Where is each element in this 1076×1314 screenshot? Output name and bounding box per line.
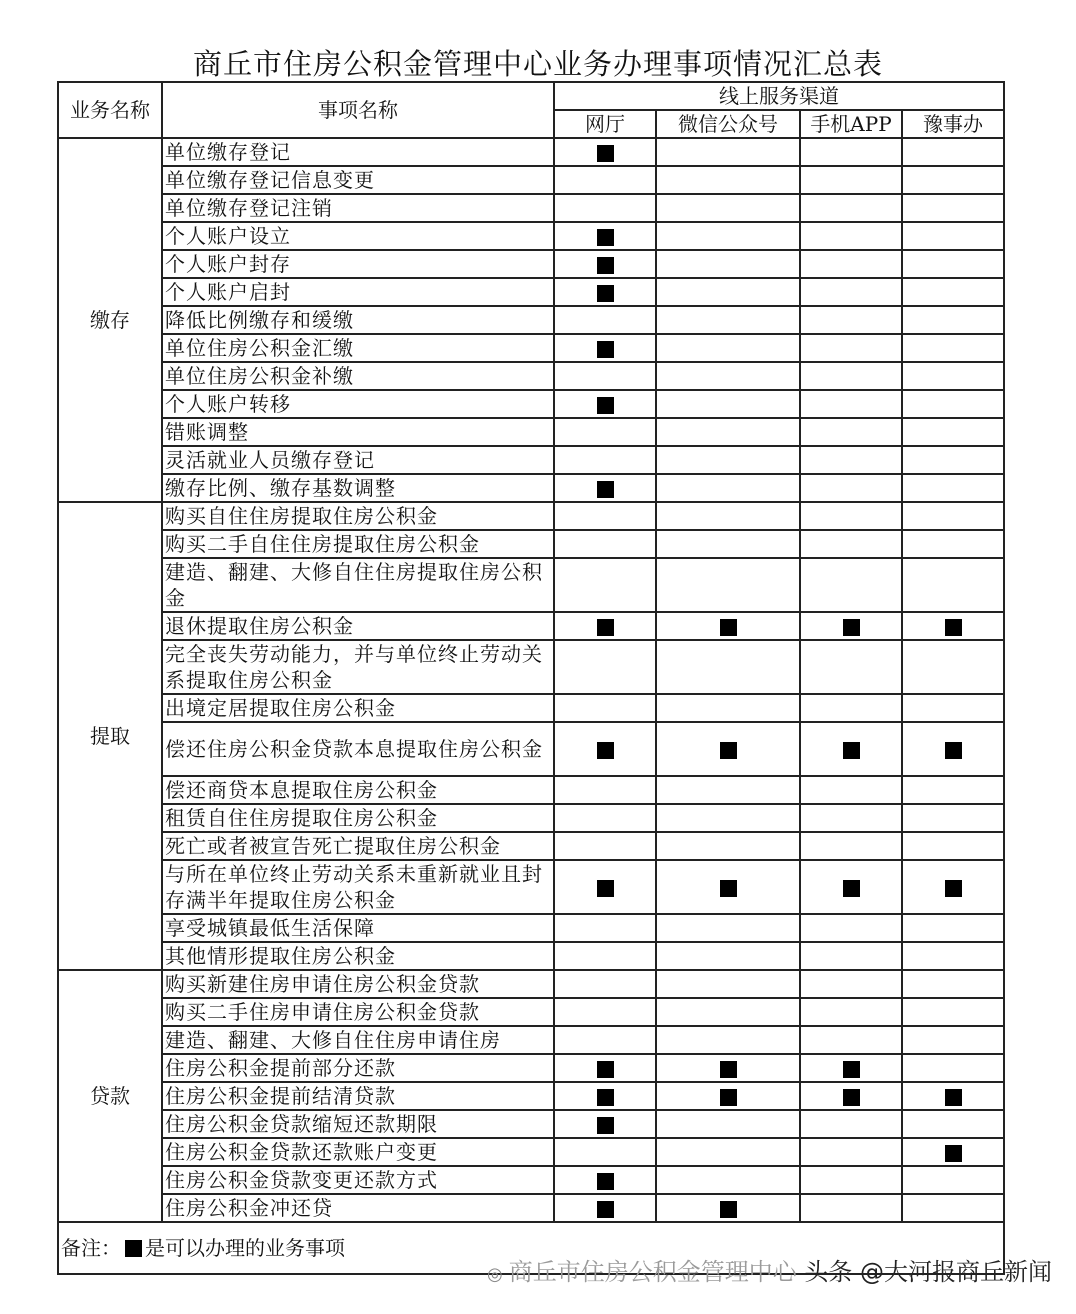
- table-row: [58, 362, 1004, 390]
- channel-cell: [800, 914, 902, 942]
- available-square-icon: [597, 1061, 614, 1078]
- watermark-source: 商丘市住房公积金管理中心: [508, 1258, 797, 1286]
- channel-cell: [800, 832, 902, 860]
- channel-cell: [656, 832, 800, 860]
- item-name-cell: 单位住房公积金补缴: [162, 362, 554, 390]
- channel-cell: [656, 1110, 800, 1138]
- channel-cell: [902, 832, 1004, 860]
- channel-cell: [902, 1082, 1004, 1110]
- available-square-icon: [843, 742, 860, 759]
- channel-cell: [902, 362, 1004, 390]
- channel-cell: [902, 804, 1004, 832]
- available-square-icon: [843, 880, 860, 897]
- channel-cell: [902, 1054, 1004, 1082]
- item-name-cell: 住房公积金贷款缩短还款期限: [162, 1110, 554, 1138]
- available-square-icon: [597, 145, 614, 162]
- channel-cell: [902, 306, 1004, 334]
- channel-cell: [554, 860, 656, 914]
- channel-cell: [656, 138, 800, 166]
- channel-cell: [656, 334, 800, 362]
- available-square-icon: [597, 1201, 614, 1218]
- table-row: [58, 1166, 1004, 1194]
- channel-cell: [902, 446, 1004, 474]
- available-square-icon: [945, 880, 962, 897]
- channel-cell: [902, 278, 1004, 306]
- header-business-name: 业务名称: [58, 82, 162, 138]
- channel-cell: [656, 612, 800, 640]
- table-row: [58, 694, 1004, 722]
- table-row: [58, 776, 1004, 804]
- channel-cell: [902, 914, 1004, 942]
- item-name-cell: 偿还商贷本息提取住房公积金: [162, 776, 554, 804]
- channel-cell: [656, 1082, 800, 1110]
- channel-cell: [554, 222, 656, 250]
- header-channel-yushiban: 豫事办: [902, 110, 1004, 138]
- item-name-cell: 住房公积金提前部分还款: [162, 1054, 554, 1082]
- channel-cell: [656, 278, 800, 306]
- channel-cell: [554, 1166, 656, 1194]
- table-row: [58, 1194, 1004, 1222]
- channel-cell: [902, 390, 1004, 418]
- channel-cell: [656, 776, 800, 804]
- channel-cell: [800, 942, 902, 970]
- channel-cell: [800, 194, 902, 222]
- available-square-icon: [597, 229, 614, 246]
- channel-cell: [656, 558, 800, 612]
- item-name-cell: 购买自住住房提取住房公积金: [162, 502, 554, 530]
- available-square-icon: [597, 341, 614, 358]
- item-name-cell: 住房公积金贷款还款账户变更: [162, 1138, 554, 1166]
- item-name-cell: 购买新建住房申请住房公积金贷款: [162, 970, 554, 998]
- channel-cell: [656, 640, 800, 694]
- channel-cell: [656, 1054, 800, 1082]
- item-name-cell: 住房公积金贷款变更还款方式: [162, 1166, 554, 1194]
- channel-cell: [902, 138, 1004, 166]
- available-square-icon: [720, 880, 737, 897]
- channel-cell: [656, 166, 800, 194]
- channel-cell: [800, 998, 902, 1026]
- channel-cell: [902, 474, 1004, 502]
- channel-cell: [800, 530, 902, 558]
- header-channel-web: 网厅: [554, 110, 656, 138]
- channel-cell: [902, 722, 1004, 776]
- channel-cell: [902, 970, 1004, 998]
- channel-cell: [800, 222, 902, 250]
- channel-cell: [800, 1082, 902, 1110]
- channel-cell: [554, 250, 656, 278]
- channel-cell: [800, 1166, 902, 1194]
- channel-cell: [902, 222, 1004, 250]
- channel-cell: [554, 722, 656, 776]
- channel-cell: [656, 250, 800, 278]
- table-row: [58, 860, 1004, 914]
- channel-cell: [656, 942, 800, 970]
- channel-cell: [554, 640, 656, 694]
- item-name-cell: 住房公积金提前结清贷款: [162, 1082, 554, 1110]
- item-name-cell: 个人账户启封: [162, 278, 554, 306]
- watermark: [487, 1252, 1052, 1287]
- item-name-cell: 灵活就业人员缴存登记: [162, 446, 554, 474]
- channel-cell: [902, 166, 1004, 194]
- channel-cell: [800, 1110, 902, 1138]
- channel-cell: [902, 530, 1004, 558]
- available-square-icon: [945, 742, 962, 759]
- available-square-icon: [843, 1089, 860, 1106]
- item-name-cell: 个人账户设立: [162, 222, 554, 250]
- channel-cell: [554, 1194, 656, 1222]
- channel-cell: [656, 390, 800, 418]
- channel-cell: [554, 1026, 656, 1054]
- channel-cell: [656, 860, 800, 914]
- channel-cell: [656, 1138, 800, 1166]
- channel-cell: [902, 776, 1004, 804]
- channel-cell: [800, 1138, 902, 1166]
- channel-cell: [902, 998, 1004, 1026]
- channel-cell: [554, 306, 656, 334]
- table-row: [58, 832, 1004, 860]
- channel-cell: [902, 694, 1004, 722]
- available-square-icon: [597, 619, 614, 636]
- channel-cell: [554, 418, 656, 446]
- channel-cell: [800, 804, 902, 832]
- table-row: [58, 194, 1004, 222]
- item-name-cell: 其他情形提取住房公积金: [162, 942, 554, 970]
- item-name-cell: 出境定居提取住房公积金: [162, 694, 554, 722]
- available-square-icon: [597, 481, 614, 498]
- channel-cell: [554, 194, 656, 222]
- table-row: [58, 334, 1004, 362]
- channel-cell: [800, 1026, 902, 1054]
- category-cell: 贷款: [58, 970, 162, 1222]
- channel-cell: [656, 474, 800, 502]
- table-row: [58, 390, 1004, 418]
- channel-cell: [554, 776, 656, 804]
- header-channel-app: 手机APP: [800, 110, 902, 138]
- channel-cell: [656, 194, 800, 222]
- page-title: 商丘市住房公积金管理中心业务办理事项情况汇总表: [192, 47, 883, 81]
- channel-cell: [554, 166, 656, 194]
- channel-cell: [902, 640, 1004, 694]
- channel-cell: [554, 832, 656, 860]
- wechat-icon: ◎: [487, 1264, 503, 1285]
- channel-cell: [656, 306, 800, 334]
- item-name-cell: 购买二手自住住房提取住房公积金: [162, 530, 554, 558]
- channel-cell: [554, 446, 656, 474]
- available-square-icon: [720, 1201, 737, 1218]
- channel-cell: [902, 1110, 1004, 1138]
- item-name-cell: 缴存比例、缴存基数调整: [162, 474, 554, 502]
- legend-square-icon: [125, 1240, 142, 1257]
- item-name-cell: 单位缴存登记注销: [162, 194, 554, 222]
- channel-cell: [554, 474, 656, 502]
- table-row: [58, 1138, 1004, 1166]
- table-row: [58, 306, 1004, 334]
- item-name-cell: 单位缴存登记: [162, 138, 554, 166]
- channel-cell: [554, 612, 656, 640]
- available-square-icon: [720, 619, 737, 636]
- channel-cell: [902, 1138, 1004, 1166]
- channel-cell: [800, 138, 902, 166]
- channel-cell: [800, 558, 902, 612]
- available-square-icon: [597, 1089, 614, 1106]
- table-row: [58, 530, 1004, 558]
- channel-cell: [800, 722, 902, 776]
- channel-cell: [554, 1054, 656, 1082]
- channel-cell: [902, 1194, 1004, 1222]
- channel-cell: [800, 250, 902, 278]
- available-square-icon: [597, 397, 614, 414]
- item-name-cell: 购买二手住房申请住房公积金贷款: [162, 998, 554, 1026]
- channel-cell: [902, 1166, 1004, 1194]
- channel-cell: [656, 446, 800, 474]
- table-row: [58, 970, 1004, 998]
- item-name-cell: 享受城镇最低生活保障: [162, 914, 554, 942]
- table-row: [58, 640, 1004, 694]
- channel-cell: [554, 914, 656, 942]
- table-row: [58, 722, 1004, 776]
- item-name-cell: 单位住房公积金汇缴: [162, 334, 554, 362]
- channel-cell: [800, 970, 902, 998]
- item-name-cell: 租赁自住住房提取住房公积金: [162, 804, 554, 832]
- item-name-cell: 错账调整: [162, 418, 554, 446]
- channel-cell: [800, 1054, 902, 1082]
- channel-cell: [554, 804, 656, 832]
- channel-cell: [656, 1166, 800, 1194]
- channel-cell: [656, 1194, 800, 1222]
- channel-cell: [554, 502, 656, 530]
- summary-table: [57, 81, 1005, 1275]
- channel-cell: [902, 558, 1004, 612]
- channel-cell: [902, 250, 1004, 278]
- channel-cell: [800, 278, 902, 306]
- table-row: [58, 998, 1004, 1026]
- table-row: [58, 612, 1004, 640]
- available-square-icon: [843, 619, 860, 636]
- channel-cell: [800, 446, 902, 474]
- channel-cell: [656, 694, 800, 722]
- channel-cell: [800, 474, 902, 502]
- table-row: [58, 138, 1004, 166]
- channel-cell: [656, 722, 800, 776]
- channel-cell: [656, 998, 800, 1026]
- available-square-icon: [597, 285, 614, 302]
- table-row: [58, 558, 1004, 612]
- item-name-cell: 完全丧失劳动能力，并与单位终止劳动关系提取住房公积金: [162, 640, 554, 694]
- channel-cell: [800, 166, 902, 194]
- header-item-name: 事项名称: [162, 82, 554, 138]
- available-square-icon: [945, 1145, 962, 1162]
- item-name-cell: 退休提取住房公积金: [162, 612, 554, 640]
- channel-cell: [800, 612, 902, 640]
- channel-cell: [656, 1026, 800, 1054]
- channel-cell: [800, 776, 902, 804]
- channel-cell: [554, 362, 656, 390]
- header-online-channels: 线上服务渠道: [554, 82, 1004, 110]
- item-name-cell: 建造、翻建、大修自住住房申请住房: [162, 1026, 554, 1054]
- channel-cell: [902, 334, 1004, 362]
- channel-cell: [656, 970, 800, 998]
- channel-cell: [554, 998, 656, 1026]
- available-square-icon: [843, 1061, 860, 1078]
- table-row: [58, 1082, 1004, 1110]
- channel-cell: [800, 1194, 902, 1222]
- table-row: [58, 914, 1004, 942]
- item-name-cell: 个人账户封存: [162, 250, 554, 278]
- table-row: [58, 166, 1004, 194]
- channel-cell: [554, 970, 656, 998]
- item-name-cell: 单位缴存登记信息变更: [162, 166, 554, 194]
- channel-cell: [656, 502, 800, 530]
- channel-cell: [656, 914, 800, 942]
- channel-cell: [800, 390, 902, 418]
- available-square-icon: [945, 1089, 962, 1106]
- table-row: [58, 1054, 1004, 1082]
- table-row: [58, 1026, 1004, 1054]
- table-row: [58, 278, 1004, 306]
- channel-cell: [656, 362, 800, 390]
- channel-cell: [554, 1138, 656, 1166]
- available-square-icon: [597, 1173, 614, 1190]
- channel-cell: [800, 860, 902, 914]
- available-square-icon: [597, 1117, 614, 1134]
- channel-cell: [800, 694, 902, 722]
- channel-cell: [554, 1110, 656, 1138]
- item-name-cell: 个人账户转移: [162, 390, 554, 418]
- item-name-cell: 建造、翻建、大修自住住房提取住房公积金: [162, 558, 554, 612]
- channel-cell: [800, 334, 902, 362]
- table-row: [58, 804, 1004, 832]
- table-row: [58, 250, 1004, 278]
- available-square-icon: [597, 880, 614, 897]
- channel-cell: [902, 194, 1004, 222]
- channel-cell: [656, 222, 800, 250]
- channel-cell: [800, 640, 902, 694]
- channel-cell: [800, 362, 902, 390]
- channel-cell: [800, 306, 902, 334]
- channel-cell: [554, 558, 656, 612]
- item-name-cell: 偿还住房公积金贷款本息提取住房公积金: [162, 722, 554, 776]
- channel-cell: [554, 942, 656, 970]
- category-cell: 缴存: [58, 138, 162, 502]
- item-name-cell: 住房公积金冲还贷: [162, 1194, 554, 1222]
- category-cell: 提取: [58, 502, 162, 970]
- channel-cell: [902, 1026, 1004, 1054]
- available-square-icon: [597, 257, 614, 274]
- available-square-icon: [597, 742, 614, 759]
- table-row: [58, 942, 1004, 970]
- channel-cell: [554, 530, 656, 558]
- available-square-icon: [945, 619, 962, 636]
- watermark-author: 头条 @大河报商丘新闻: [804, 1258, 1052, 1286]
- available-square-icon: [720, 1089, 737, 1106]
- channel-cell: [902, 502, 1004, 530]
- channel-cell: [800, 502, 902, 530]
- table-row: [58, 418, 1004, 446]
- channel-cell: [902, 860, 1004, 914]
- channel-cell: [902, 942, 1004, 970]
- item-name-cell: 死亡或者被宣告死亡提取住房公积金: [162, 832, 554, 860]
- table-row: [58, 446, 1004, 474]
- available-square-icon: [720, 1061, 737, 1078]
- header-channel-wechat: 微信公众号: [656, 110, 800, 138]
- channel-cell: [554, 1082, 656, 1110]
- channel-cell: [554, 694, 656, 722]
- available-square-icon: [720, 742, 737, 759]
- channel-cell: [554, 278, 656, 306]
- item-name-cell: 降低比例缴存和缓缴: [162, 306, 554, 334]
- table-row: [58, 474, 1004, 502]
- table-row: [58, 1110, 1004, 1138]
- channel-cell: [554, 138, 656, 166]
- channel-cell: [902, 612, 1004, 640]
- channel-cell: [656, 804, 800, 832]
- note-text: 是可以办理的业务事项: [145, 1236, 345, 1260]
- note-prefix: 备注：: [61, 1236, 121, 1260]
- channel-cell: [902, 418, 1004, 446]
- table-row: [58, 502, 1004, 530]
- channel-cell: [800, 418, 902, 446]
- table-row: [58, 222, 1004, 250]
- channel-cell: [656, 418, 800, 446]
- channel-cell: [554, 390, 656, 418]
- item-name-cell: 与所在单位终止劳动关系未重新就业且封存满半年提取住房公积金: [162, 860, 554, 914]
- channel-cell: [554, 334, 656, 362]
- channel-cell: [656, 530, 800, 558]
